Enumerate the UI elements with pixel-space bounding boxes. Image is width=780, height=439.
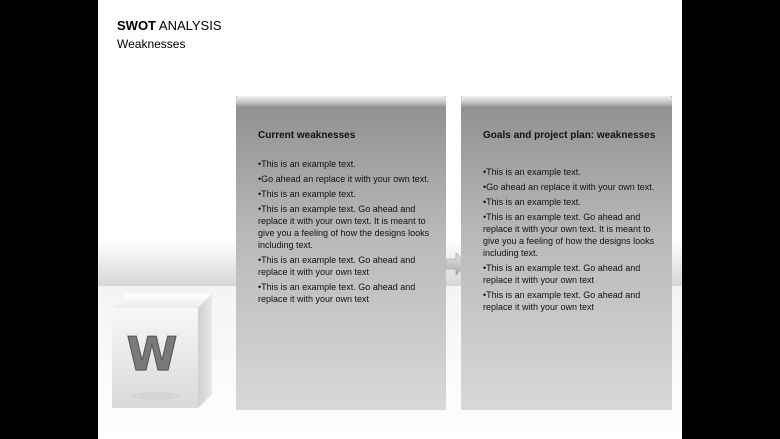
list-item: •This is an example text. Go ahead and replace it with your own text. It is meant to give you a feeling of how the designs looks including text. (258, 204, 430, 250)
list-item: •This is an example text. (258, 189, 356, 199)
left-letterbox (0, 0, 98, 439)
list-item: •This is an example text. (483, 197, 581, 207)
list-item: •This is an example text. Go ahead and replace it with your own text (483, 290, 641, 312)
slide-title-bold: SWOT (117, 18, 156, 33)
panel-list (483, 166, 658, 316)
panel-curl (236, 96, 446, 108)
list-item: •Go ahead an replace it with your own text. (258, 174, 430, 184)
slide-subtitle: Weaknesses (117, 37, 186, 51)
list-item: •This is an example text. Go ahead and replace it with your own text (483, 263, 641, 285)
list-item: •This is an example text. (258, 159, 356, 169)
panel-title: Goals and project plan: weaknesses (483, 130, 656, 141)
list-item: •This is an example text. Go ahead and replace it with your own text (258, 282, 416, 304)
panel-list (258, 158, 433, 308)
panel-current-weaknesses (236, 96, 446, 410)
panel-curl (461, 96, 672, 108)
right-letterbox (682, 0, 780, 439)
cube-letter: W (126, 327, 178, 381)
letter-cube-icon (112, 294, 212, 410)
slide-title-rest: ANALYSIS (156, 18, 222, 33)
list-item: •This is an example text. Go ahead and replace it with your own text (258, 255, 416, 277)
slide (98, 0, 682, 439)
list-item: •This is an example text. Go ahead and replace it with your own text. It is meant to give you a feeling of how the designs looks including text. (483, 212, 655, 258)
panel-goals-plan (461, 96, 672, 410)
list-item: •Go ahead an replace it with your own text. (483, 182, 655, 192)
slide-title (117, 18, 222, 33)
list-item: •This is an example text. (483, 167, 581, 177)
panel-title: Current weaknesses (258, 130, 356, 141)
